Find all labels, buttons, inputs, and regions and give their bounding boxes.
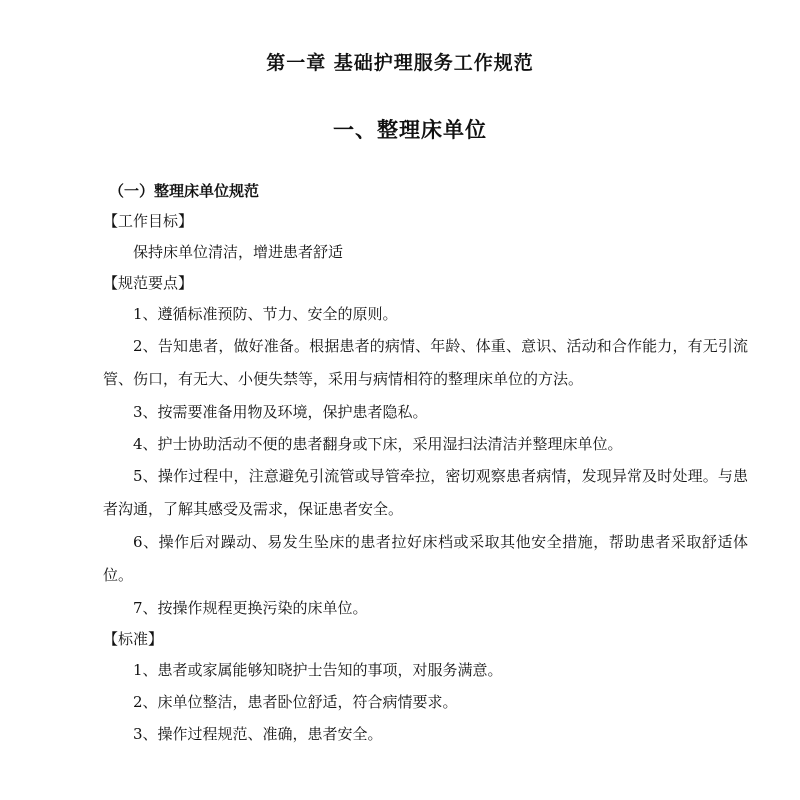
key-points-heading: 【规范要点】 (103, 274, 194, 292)
key-point-item: 6、操作后对躁动、易发生坠床的患者拉好床档或采取其他安全措施，帮助患者采取舒适体位。 (103, 533, 748, 584)
key-point-item: 2、告知患者，做好准备。根据患者的病情、年龄、体重、意识、活动和合作能力，有无引流管、伤口，有无大、小便失禁等，采用与病情相符的整理床单位的方法。 (103, 337, 748, 388)
standard-item: 3、操作过程规范、准确，患者安全。 (133, 725, 383, 743)
document-body (103, 176, 748, 750)
goal-text: 保持床单位清洁，增进患者舒适 (133, 243, 344, 261)
standards-heading: 【标准】 (103, 630, 164, 648)
goal-heading: 【工作目标】 (103, 212, 194, 230)
section-title: 一、整理床单位 (333, 118, 487, 142)
standard-item: 1、患者或家属能够知晓护士告知的事项，对服务满意。 (133, 661, 503, 679)
key-point-item: 4、护士协助活动不便的患者翻身或下床，采用湿扫法清洁并整理床单位。 (133, 435, 623, 453)
key-point-item: 5、操作过程中，注意避免引流管或导管牵拉，密切观察患者病情，发现异常及时处理。与患者沟通，了解其感受及需求，保证患者安全。 (103, 467, 748, 518)
key-point-item: 3、按需要准备用物及环境，保护患者隐私。 (133, 403, 428, 421)
standard-item: 2、床单位整洁，患者卧位舒适，符合病情要求。 (133, 693, 458, 711)
key-point-item: 1、遵循标准预防、节力、安全的原则。 (133, 305, 398, 323)
subsection-title: （一）整理床单位规范 (109, 182, 260, 200)
key-point-item: 7、按操作规程更换污染的床单位。 (133, 599, 368, 617)
chapter-title: 第一章 基础护理服务工作规范 (266, 52, 534, 74)
